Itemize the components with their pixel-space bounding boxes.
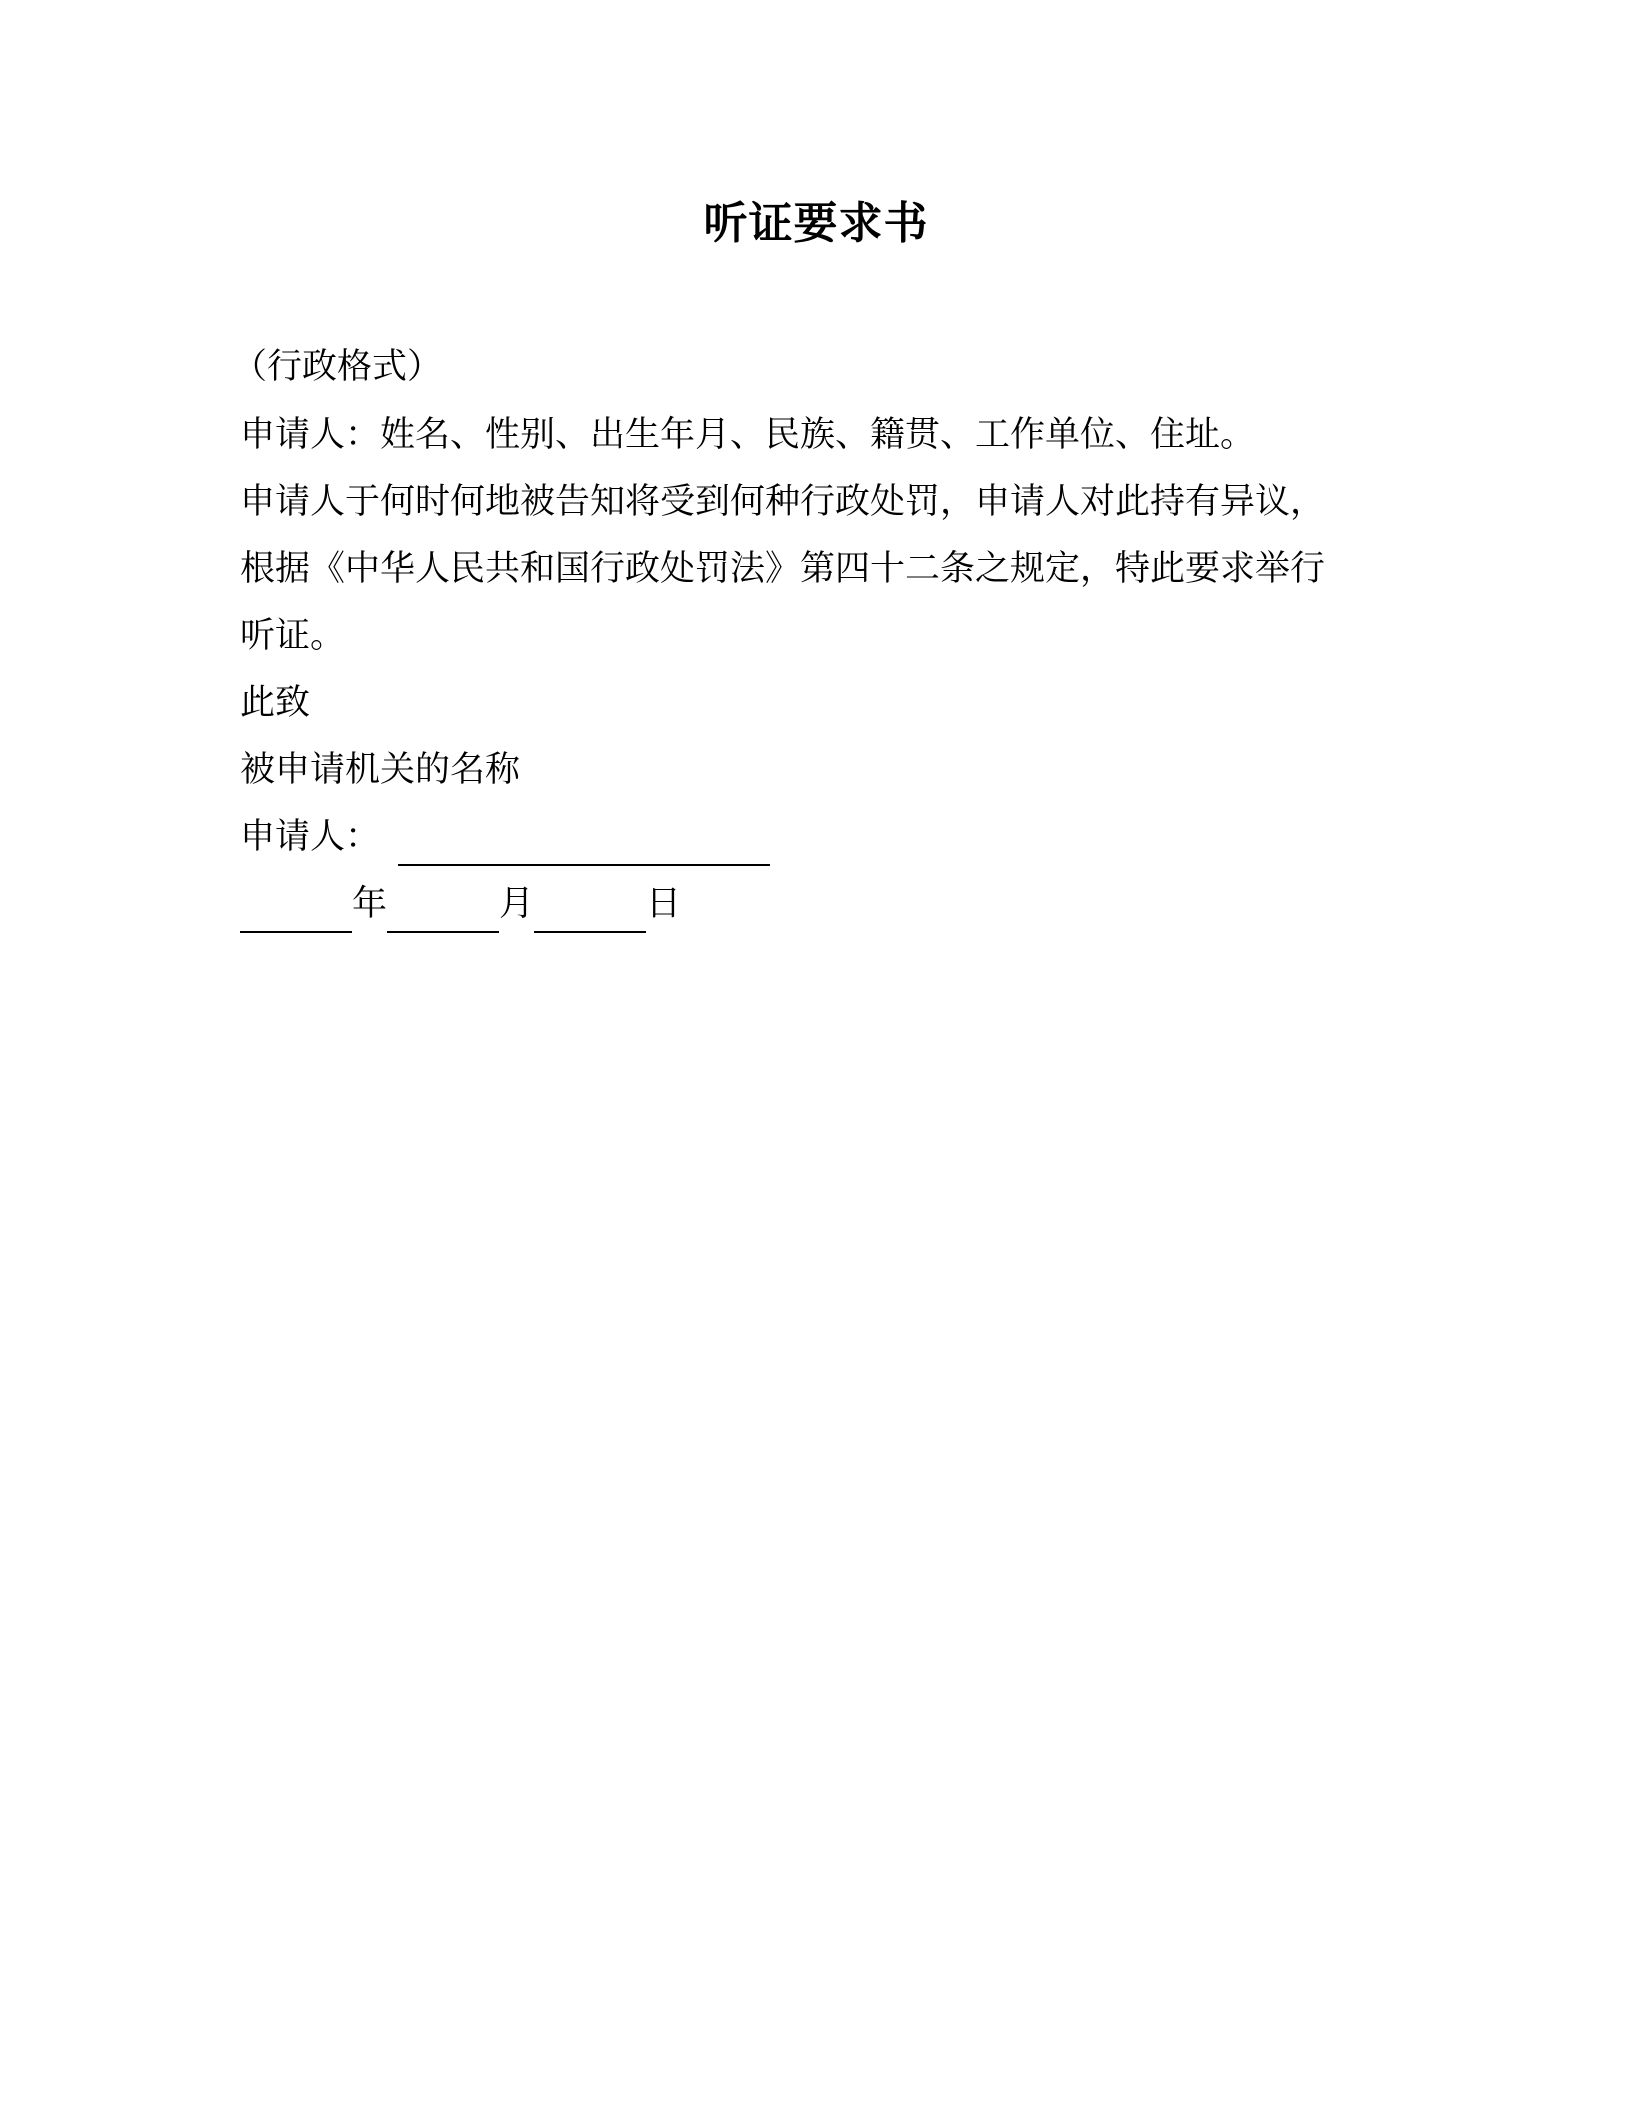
document-title: 听证要求书 (703, 198, 929, 249)
format-note: （行政格式） (232, 347, 443, 387)
applicant-info-line: 申请人：姓名、性别、出生年月、民族、籍贯、工作单位、住址。 (240, 415, 1256, 455)
salutation: 此致 (240, 683, 311, 723)
year-blank[interactable] (240, 893, 352, 933)
month-label: 月 (499, 884, 535, 924)
signature-blank[interactable] (398, 826, 770, 866)
month-blank[interactable] (387, 893, 499, 933)
signature-line (240, 812, 770, 862)
body-text-line-2: 根据《中华人民共和国行政处罚法》第四十二条之规定，特此要求举行 (240, 549, 1326, 589)
day-blank[interactable] (534, 893, 646, 933)
day-label: 日 (646, 884, 682, 924)
body-text-line-3: 听证。 (240, 616, 346, 656)
recipient-name: 被申请机关的名称 (240, 750, 521, 790)
signature-label: 申请人： (240, 817, 381, 857)
body-text-line-1: 申请人于何时何地被告知将受到何种行政处罚，申请人对此持有异议， (240, 482, 1326, 522)
year-label: 年 (352, 884, 388, 924)
date-line (240, 879, 681, 929)
